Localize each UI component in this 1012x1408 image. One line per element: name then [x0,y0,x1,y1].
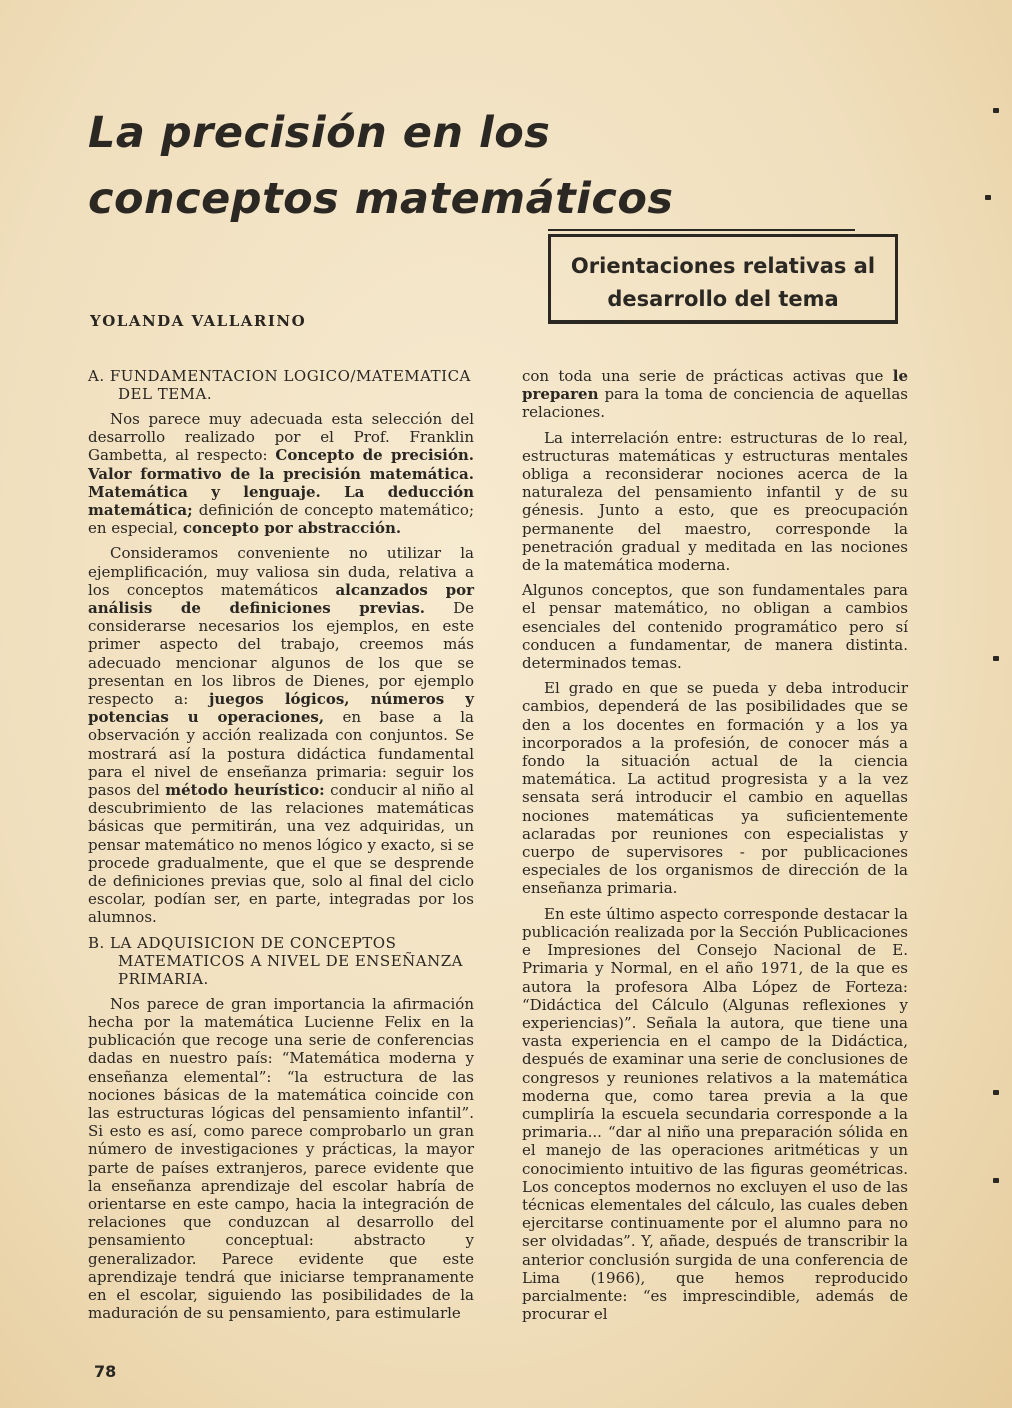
page-number: 78 [94,1362,117,1381]
section-a-heading: A. FUNDAMENTACION LOGICO/MATEMATICA DEL TEMA. [88,367,471,403]
text-run: Consideramos conveniente no utilizar la ejemplificación, muy valiosa sin duda, relativa a los conceptos matemáticos [88,544,474,599]
bold-text: Concepto de precisión. Valor formativo de la precisión matemática. Matemática y lenguaje. La deducción matemática; [88,446,474,520]
section-b-heading: B. LA ADQUISICION DE CONCEPTOS MATEMATICOS A NIVEL DE ENSEÑANZA PRIMARIA. [88,933,463,988]
paragraph: El grado en que se pueda y deba introducir cambios, dependerá de las posibilidades que se den a los docentes en formación y a los ya incorporados a la profesión, de conocer más a fondo la situación actual de la ciencia matemática. La actitud progresista y a la vez sensata será introducir el cambio en aquellas nociones matemáticas ya suficientemente aclaradas por reuniones con especialistas y cuerpo de supervisores - por publicaciones especiales de los organismos de dirección de la enseñanza primaria. [522,679,908,898]
paragraph [88,544,474,926]
paragraph [522,367,908,422]
article-title [88,100,728,232]
paragraph: La interrelación entre: estructuras de lo real, estructuras matemáticas y estructuras mentales obliga a reconsiderar nociones acerca de la naturaleza del pensamiento infantil y de su génesis. Junto a esto, que es preocupación permanente del maestro, corresponde la penetración gradual y meditada en las nociones de la matemática moderna. [522,428,908,575]
author-name: YOLANDA VALLARINO [90,312,307,330]
bold-text: alcanzados por análisis de definiciones previas. [88,580,474,618]
subtitle-box [548,234,898,324]
paragraph: Nos parece de gran importancia la afirmación hecha por la matemática Lucienne Felix en la publicación que recoge una serie de conferencias dadas en nuestro país: “Matemática moderna y enseñanza elemental”: “la estructura de las nociones básicas de la matemática coincide con las estructuras lógicas del pensamiento infantil”. Si esto es así, como parece comprobarlo un gran número de investigaciones y prácticas, la mayor parte de países extranjeros, parece evidente que la enseñanza aprendizaje del escolar habría de orientarse en este campo, hacia la integración de relaciones que conduzcan al desarrollo del pensamiento conceptual: abstracto y generalizador. Parece evidente que este aprendizaje tendrá que iniciarse tempranamente en el escolar, siguiendo las posibilidades de la maduración de su pensamiento, para estimularle [88,994,474,1323]
text-run: De considerarse necesarios los ejemplos, en este primer aspecto del trabajo, creemos más adecuado mencionar algunos de los que se presentan en los libros de Dienes, por ejemplo respecto a: [88,599,474,709]
subtitle-line-2: desarrollo del tema [607,287,839,311]
text-run: en base a la observación y acción realizada con conjuntos. Se mostrará así la postura didáctica fundamental para el nivel de enseñanza primaria: seguir los pasos del [88,708,474,800]
title-line-2: conceptos matemáticos [88,174,674,224]
bold-text: le preparen [522,367,908,404]
bold-text: método heurístico: [165,781,325,800]
margin-mark [993,656,999,661]
text-run: Nos parece muy adecuada esta selección del desarrollo realizado por el Prof. Franklin Gambetta, al respecto: [88,410,474,465]
text-run: con toda una serie de prácticas activas que [522,367,893,385]
text-run: para la toma de conciencia de aquellas relaciones. [522,385,908,422]
paragraph [88,410,474,537]
left-column [88,367,474,1329]
bold-text: juegos lógicos, números y potencias u operaciones, [88,690,474,727]
paragraph: En este último aspecto corresponde destacar la publicación realizada por la Sección Publicaciones e Impresiones del Consejo Nacional de E. Primaria y Normal, en el año 1971, de la que es autora la profesora Alba López de Forteza: “Didáctica del Cálculo (Algunas reflexiones y experiencias)”. Señala la autora, que tiene una vasta experiencia en el campo de la Didáctica, después de examinar una serie de conclusiones de congresos y reuniones relativos a la matemática moderna que, como tarea previa a la que cumpliría la escuela secundaria corresponde a la primaria... “dar al niño una preparación sólida en el manejo de las operaciones aritméticas y un conocimiento intuitivo de las figuras geométricas. Los conceptos modernos no excluyen el uso de las técnicas elementales del cálculo, las cuales deben ejercitarse continuamente por el alumno para no ser olvidadas”. Y, añade, después de transcribir la anterior conclusión surgida de una conferencia de Lima (1966), que hemos reproducido parcialmente: “es imprescindible, además de procurar el [522,904,908,1324]
margin-mark [993,108,999,113]
bold-text: concepto por abstracción. [182,519,402,538]
margin-mark [993,1178,999,1183]
text-run: conducir al niño al descubrimiento de las relaciones matemáticas básicas que permitirán, una vez adquiridas, un pensar matemático no menos lógico y exacto, si se procede gradualmente, que el que se desprende de definiciones previas que, solo al final del ciclo escolar, podían ser, en parte, integradas por los alumnos. [88,781,474,927]
paragraph: Algunos conceptos, que son fundamentales para el pensar matemático, no obligan a cambios esenciales del contenido programático pero sí conducen a fundamentar, de manera distinta. determinados temas. [522,581,908,673]
subtitle-line-1: Orientaciones relativas al [570,254,876,278]
margin-mark [985,195,991,200]
text-run: definición de concepto matemático; en especial, [88,501,474,538]
title-line-1: La precisión en los [88,108,551,158]
margin-mark [993,1090,999,1095]
right-column [522,367,908,1330]
